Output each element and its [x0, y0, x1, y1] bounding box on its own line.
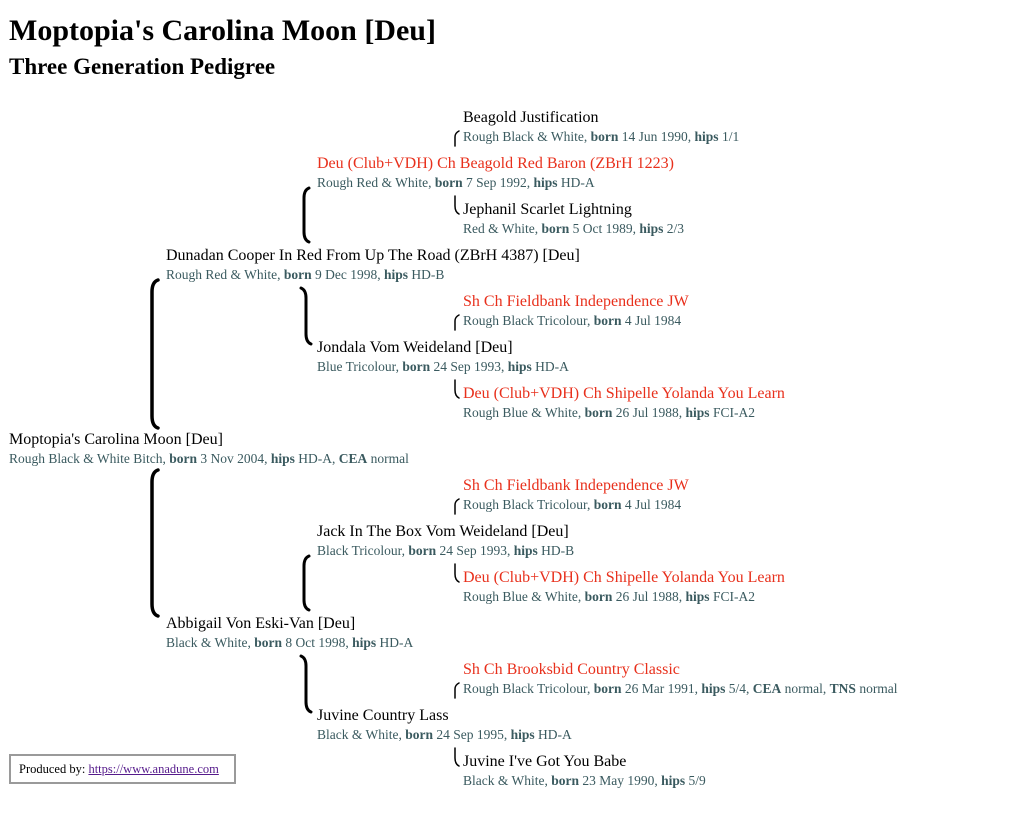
dog-name: Jondala Vom Weideland [Deu] [317, 339, 513, 356]
page-subtitle: Three Generation Pedigree [9, 54, 276, 79]
dog-entry-ss [317, 154, 674, 192]
dog-details: Rough Black & White Bitch, born 3 Nov 2004, hips HD-A, CEA normal [9, 451, 409, 466]
dog-details: Black & White, born 24 Sep 1995, hips HD-A [317, 727, 572, 742]
produced-by-label: Produced by: [19, 762, 86, 776]
bracket-sd-sds [455, 315, 459, 330]
bracket-ss-ssd [455, 196, 459, 214]
page-title: Moptopia's Carolina Moon [Deu] [9, 14, 436, 47]
produced-by-link[interactable]: https://www.anadune.com [88, 762, 219, 776]
dog-details: Rough Black Tricolour, born 4 Jul 1984 [463, 497, 682, 512]
bracket-dam-ds [304, 556, 309, 610]
dog-entry-sds [463, 292, 689, 330]
bracket-sire-sd [301, 288, 311, 344]
bracket-ds-dsd [455, 564, 459, 582]
dog-details: Red & White, born 5 Oct 1989, hips 2/3 [463, 221, 685, 236]
dog-entry-sdd [463, 384, 785, 422]
dog-details: Rough Black Tricolour, born 26 Mar 1991, hips 5/4, CEA normal, TNS normal [463, 681, 898, 696]
bracket-ds-dss [455, 499, 459, 514]
dog-details: Rough Red & White, born 7 Sep 1992, hips HD-A [317, 175, 595, 190]
dog-name: Deu (Club+VDH) Ch Shipelle Yolanda You Learn [463, 569, 785, 586]
dog-details: Rough Black & White, born 14 Jun 1990, hips 1/1 [463, 129, 740, 144]
dog-name: Juvine Country Lass [317, 707, 449, 724]
dog-name: Dunadan Cooper In Red From Up The Road (ZBrH 4387) [Deu] [166, 247, 580, 264]
dog-entry-dsd [463, 568, 785, 606]
dog-entry-sss [463, 108, 739, 146]
dog-details: Black & White, born 8 Oct 1998, hips HD-A [166, 635, 414, 650]
dog-name: Moptopia's Carolina Moon [Deu] [9, 431, 223, 448]
dog-entry-ddd [463, 752, 706, 790]
dog-name: Abbigail Von Eski-Van [Deu] [166, 615, 356, 632]
dog-entry-sd [317, 338, 569, 376]
bracket-dd-ddd [455, 748, 459, 766]
dog-name: Juvine I've Got You Babe [463, 753, 627, 770]
dog-details: Rough Blue & White, born 26 Jul 1988, hips FCI-A2 [463, 405, 755, 420]
dog-entry-dss [463, 476, 689, 514]
dog-name: Sh Ch Brooksbid Country Classic [463, 661, 680, 678]
dog-details: Rough Blue & White, born 26 Jul 1988, hips FCI-A2 [463, 589, 755, 604]
dog-entry-subject [9, 430, 409, 468]
dog-name: Jephanil Scarlet Lightning [463, 201, 632, 218]
bracket-sd-sdd [455, 380, 459, 398]
dog-entry-sire [166, 246, 580, 284]
dog-entry-dd [317, 706, 572, 744]
dog-details: Rough Black Tricolour, born 4 Jul 1984 [463, 313, 682, 328]
bracket-dam-dd [301, 656, 311, 712]
dog-details: Rough Red & White, born 9 Dec 1998, hips HD-B [166, 267, 445, 282]
dog-details: Black & White, born 23 May 1990, hips 5/9 [463, 773, 706, 788]
dog-entry-ds [317, 522, 574, 560]
dog-name: Beagold Justification [463, 109, 599, 126]
dog-name: Sh Ch Fieldbank Independence JW [463, 477, 689, 494]
dog-name: Sh Ch Fieldbank Independence JW [463, 293, 689, 310]
dog-entry-ssd [463, 200, 684, 238]
dog-name: Jack In The Box Vom Weideland [Deu] [317, 523, 569, 540]
dog-name: Deu (Club+VDH) Ch Beagold Red Baron (ZBrH 1223) [317, 155, 674, 172]
dog-details: Black Tricolour, born 24 Sep 1993, hips HD-B [317, 543, 575, 558]
bracket-dd-dds [455, 683, 459, 698]
dog-name: Deu (Club+VDH) Ch Shipelle Yolanda You Learn [463, 385, 785, 402]
dog-details: Blue Tricolour, born 24 Sep 1993, hips HD-A [317, 359, 569, 374]
bracket-subject-sire [152, 280, 158, 428]
bracket-sire-ss [304, 188, 309, 242]
bracket-subject-dam [152, 470, 158, 616]
produced-by-box [9, 754, 236, 784]
bracket-ss-sss [455, 131, 459, 146]
dog-entry-dds [463, 660, 898, 698]
dog-entry-dam [166, 614, 413, 652]
